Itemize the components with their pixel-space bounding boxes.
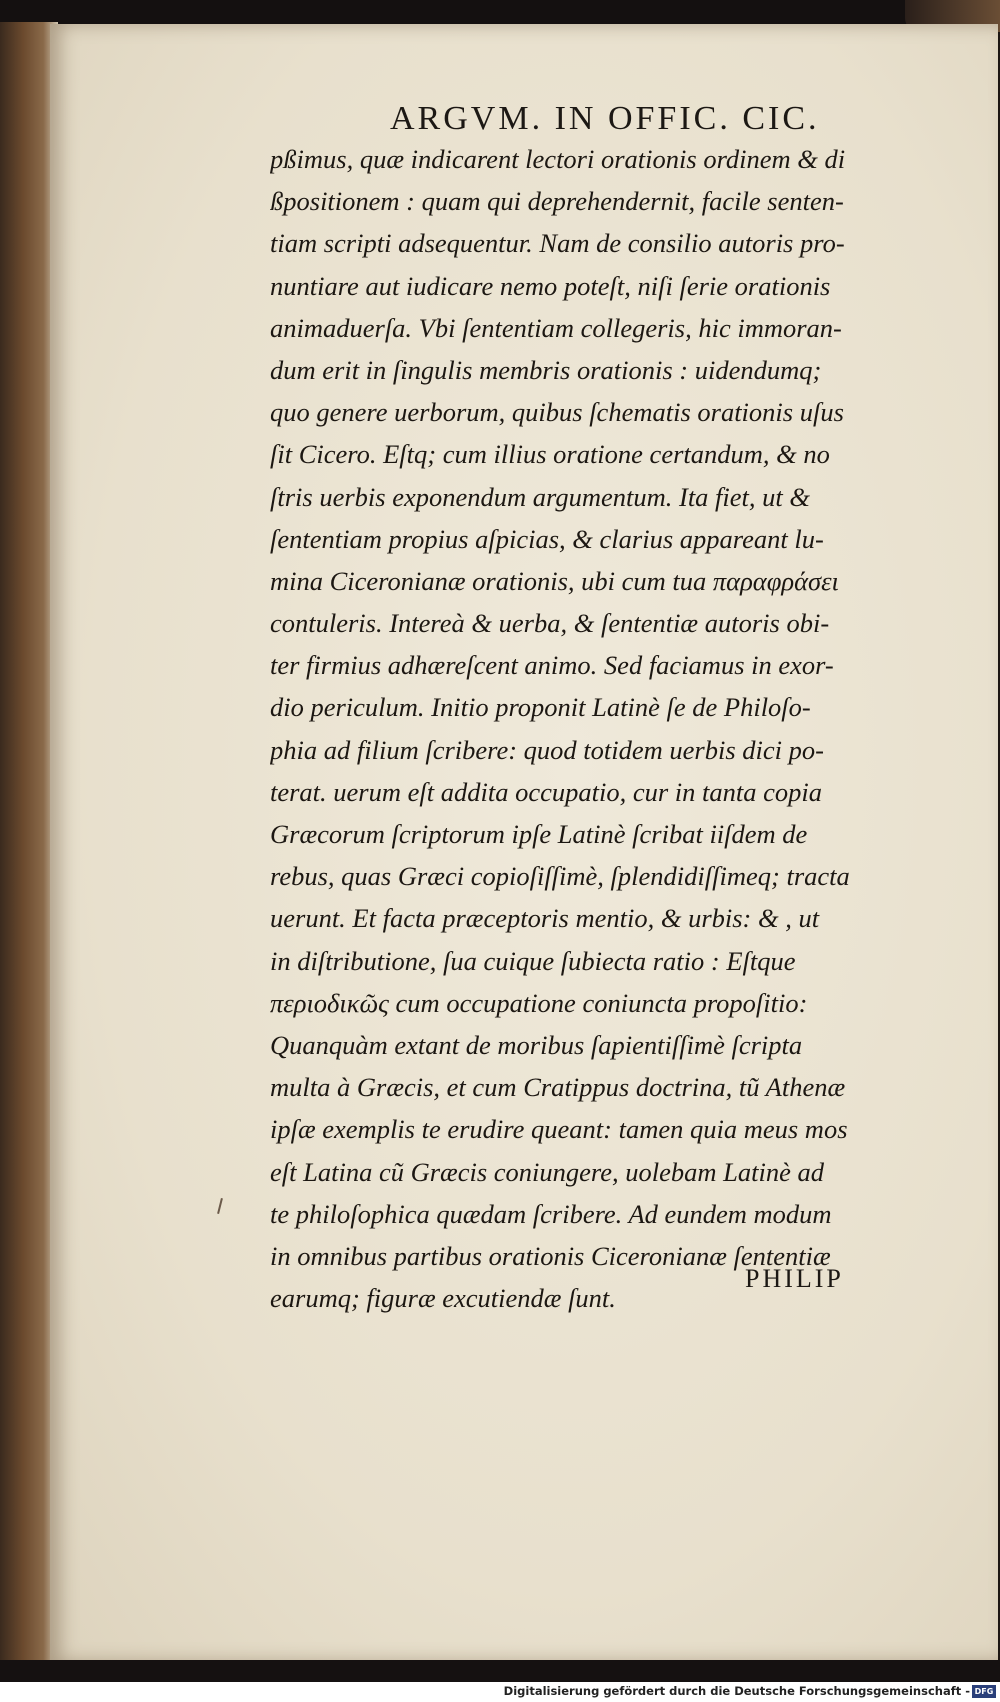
text-line: mina Ciceronianæ orationis, ubi cum tua παραφράσει: [270, 565, 839, 596]
text-line: multa à Græcis, et cum Cratippus doctrina, tũ Athenæ: [270, 1072, 846, 1103]
text-line: earumq; figuræ excutiendæ ſunt.: [270, 1283, 616, 1314]
text-line: terat. uerum eſt addita occupatio, cur in tanta copia: [270, 776, 823, 807]
scan-top-border: [0, 0, 1000, 26]
text-line: Quanquàm extant de moribus ſapientiſſimè ſcripta: [270, 1029, 803, 1060]
text-line: phia ad filium ſcribere: quod totidem uerbis dici po-: [270, 734, 824, 765]
text-line: περιοδικῶς cum occupatione coniuncta propoſitio:: [270, 987, 808, 1018]
text-line: dio periculum. Initio proponit Latinè ſe de Philoſo-: [270, 692, 811, 723]
text-line: Græcorum ſcriptorum ipſe Latinè ſcribat iiſdem de: [270, 819, 808, 849]
running-head: ARGVM. IN OFFIC. CIC.: [390, 100, 820, 137]
text-line: te philoſophica quædam ſcribere. Ad eundem modum: [270, 1198, 832, 1229]
text-line: ter firmius adhæreſcent animo. Sed faciamus in exor-: [270, 650, 834, 681]
scan-bottom-border: [0, 1660, 1000, 1682]
text-line: ſit Cicero. Eſtq; cum illius oratione certandum, & no: [270, 439, 830, 470]
text-line: uerunt. Et facta præceptoris mentio, & urbis: & , ut: [270, 903, 820, 934]
catchword: PHILIP: [745, 1264, 844, 1293]
text-line: tiam scripti adsequentur. Nam de consilio autoris pro-: [270, 228, 845, 259]
text-line: ipſæ exemplis te erudire queant: tamen quia meus mos: [270, 1114, 848, 1145]
dfg-logo: DFG: [972, 1685, 996, 1698]
text-line: nuntiare aut iudicare nemo poteſt, niſi ſerie orationis: [270, 270, 831, 301]
text-line: contuleris. Intereà & uerba, & ſententiæ autoris obi-: [270, 608, 830, 639]
funding-credit: Digitalisierung gefördert durch die Deutsche Forschungsgemeinschaft -: [503, 1684, 970, 1698]
text-line: eſt Latina cũ Græcis coniungere, uolebam Latinè ad: [270, 1156, 824, 1187]
text-line: quo genere uerborum, quibus ſchematis orationis uſus: [270, 397, 844, 428]
text-line: in omnibus partibus orationis Ciceronianæ ſententiæ: [270, 1240, 831, 1271]
text-line: ßpositionem : quam qui deprehendernit, facile senten-: [270, 186, 844, 217]
text-line: pßimus, quæ indicarent lectori orationis ordinem & di: [270, 144, 846, 174]
text-line: ſententiam propius aſpicias, & clarius appareant lu-: [270, 523, 824, 554]
text-line: ſtris uerbis exponendum argumentum. Ita fiet, ut &: [270, 481, 811, 512]
text-line: dum erit in ſingulis membris orationis : uidendumq;: [270, 354, 822, 385]
text-line: rebus, quas Græci copioſiſſimè, ſplendidiſſimeq; tracta: [270, 861, 850, 892]
body-text: [270, 138, 930, 1319]
text-line: animaduerſa. Vbi ſententiam collegeris, hic immoran-: [270, 312, 842, 343]
text-line: in diſtributione, ſua cuique ſubiecta ratio : Eſtque: [270, 945, 796, 976]
digitization-footer: [0, 1682, 1000, 1702]
